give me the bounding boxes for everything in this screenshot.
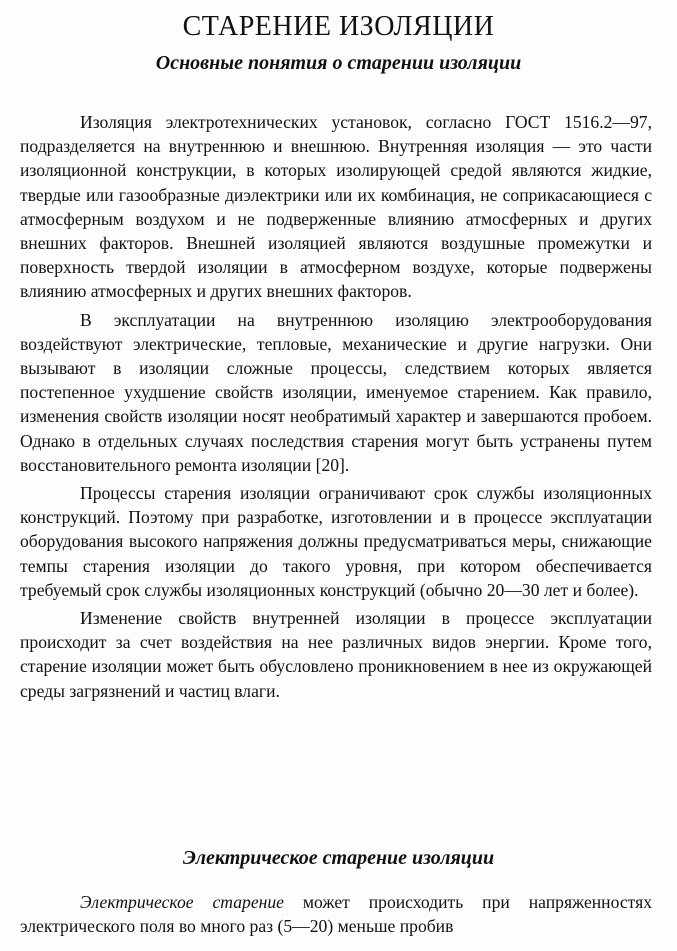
paragraph-1: Изоляция электротехнических установок, согласно ГОСТ 1516.2—97, подразделяется на внутреннюю и внешнюю. Внутренняя изоляция — это части изоляционной конструкции, в которых изолирующей средой являются жидкие, твердые или газообразные диэлектрики или их комбинация, не соприкасающиеся с атмосферным воздухом и не подверженные влиянию атмосферных и других внешних факторов. Внешней изоляцией являются воздушные промежутки и поверхность твердой изоляции в атмосферном воздухе, которые подвержены влиянию атмосферных и других внешних факторов. <box>20 112 652 302</box>
section2-body <box>20 890 652 938</box>
section-body <box>20 110 652 707</box>
paragraph-4: Изменение свойств внутренней изоляции в процессе эксплуатации происходит за счет воздействия на нее различных видов энергии. Кроме того, старение изоляции может быть обусловлено проникновением в нее из окружающей среды загрязнений и частиц влаги. <box>20 608 652 701</box>
paragraph-5-text: может происходить при напряженностях электрического поля во много раз (5—20) меньше пробив <box>20 892 652 937</box>
paragraph-3: Процессы старения изоляции ограничивают срок службы изоляционных конструкций. Поэтому при разработке, изготовлении и в процессе эксплуатации оборудования высокого напряжения должны предусматриваться меры, снижающие темпы старения изоляции до такого уровня, при котором обеспечивается требуемый срок службы изоляционных конструкций (обычно 20—30 лет и более). <box>20 483 652 600</box>
paragraph-2: В эксплуатации на внутреннюю изоляцию электрооборудования воздействуют электрические, тепловые, механические и другие нагрузки. Они вызывают в изоляции сложные процессы, следствием которых является постепенное ухудшение свойств изоляции, именуемое старением. Как правило, изменения свойств изоляции носят необратимый характер и завершаются пробоем. Однако в отдельных случаях последствия старения могут быть устранены путем восстановительного ремонта изоляции [20]. <box>20 309 652 475</box>
section-heading-electrical-aging: Электрическое старение изоляции <box>182 847 495 869</box>
section-subtitle: Основные понятия о старении изоляции <box>155 52 522 74</box>
paragraph-5 <box>20 890 652 938</box>
term-electrical-aging: Электрическое старение <box>80 892 284 912</box>
page-title: СТАРЕНИЕ ИЗОЛЯЦИИ <box>182 11 495 42</box>
